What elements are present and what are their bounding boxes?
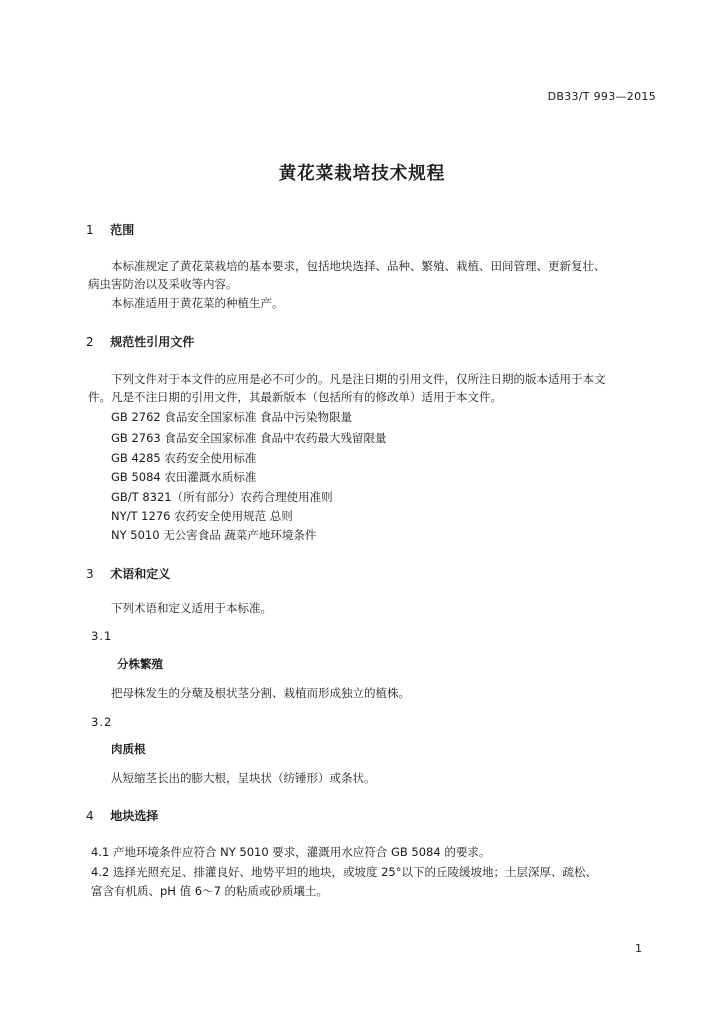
section-3-number: 3 [86, 567, 94, 581]
document-title: 黄花菜栽培技术规程 [278, 164, 446, 184]
section-1-para1-line1: 本标准规定了黄花菜栽培的基本要求，包括地块选择、品种、繁殖、栽植、田间管理、更新复壮、 [111, 259, 606, 273]
section-4-heading [86, 807, 158, 824]
section-2-heading [86, 333, 194, 350]
term-definition: 把母株发生的分蘖及根状茎分割、栽植而形成独立的植株。 [111, 686, 410, 700]
term-number: 3.2 [91, 715, 113, 729]
section-3-title: 术语和定义 [110, 567, 171, 581]
reference-item: NY/T 1276 农药安全使用规范 总则 [111, 509, 293, 523]
section-4-item2-line2: 富含有机质、pH 值 6～7 的粘质或砂质壤土。 [91, 884, 329, 898]
term-name: 分株繁殖 [117, 657, 163, 671]
term-number: 3.1 [91, 629, 113, 643]
section-4-title: 地块选择 [110, 809, 159, 823]
section-4-number: 4 [86, 809, 94, 823]
section-1-para2: 本标准适用于黄花菜的种植生产。 [111, 296, 284, 310]
section-3-intro: 下列术语和定义适用于本标准。 [111, 601, 272, 615]
section-4-item1: 4.1 产地环境条件应符合 NY 5010 要求，灌溉用水应符合 GB 5084 的要求。 [91, 845, 491, 859]
reference-item: GB 2763 食品安全国家标准 食品中农药最大残留限量 [111, 431, 387, 445]
reference-item: GB 5084 农田灌溉水质标准 [111, 470, 257, 484]
section-1-para1-line2: 病虫害防治以及采收等内容。 [88, 277, 238, 291]
section-2-intro-line2: 件。凡是不注日期的引用文件，其最新版本（包括所有的修改单）适用于本文件。 [88, 390, 502, 404]
section-1-heading [86, 221, 134, 238]
reference-item: GB/T 8321（所有部分）农药合理使用准则 [111, 490, 333, 504]
reference-item: NY 5010 无公害食品 蔬菜产地环境条件 [111, 528, 317, 542]
reference-item: GB 4285 农药安全使用标准 [111, 451, 257, 465]
reference-item: GB 2762 食品安全国家标准 食品中污染物限量 [111, 410, 353, 424]
section-3-heading [86, 565, 170, 582]
section-2-intro-line1: 下列文件对于本文件的应用是必不可少的。凡是注日期的引用文件，仅所注日期的版本适用于本文 [111, 372, 606, 386]
page-number: 1 [635, 942, 642, 955]
term-name: 肉质根 [111, 742, 146, 756]
section-2-title: 规范性引用文件 [110, 335, 195, 349]
section-2-number: 2 [86, 335, 94, 349]
section-4-item2-line1: 4.2 选择光照充足、排灌良好、地势平坦的地块，或坡度 25°以下的丘陵缓坡地；土层深厚、疏松、 [91, 865, 597, 879]
section-1-number: 1 [86, 223, 94, 237]
section-1-title: 范围 [110, 223, 135, 237]
standard-number: DB33/T 993—2015 [547, 90, 656, 103]
term-definition: 从短缩茎长出的膨大根，呈块状（纺锤形）或条状。 [111, 771, 376, 785]
